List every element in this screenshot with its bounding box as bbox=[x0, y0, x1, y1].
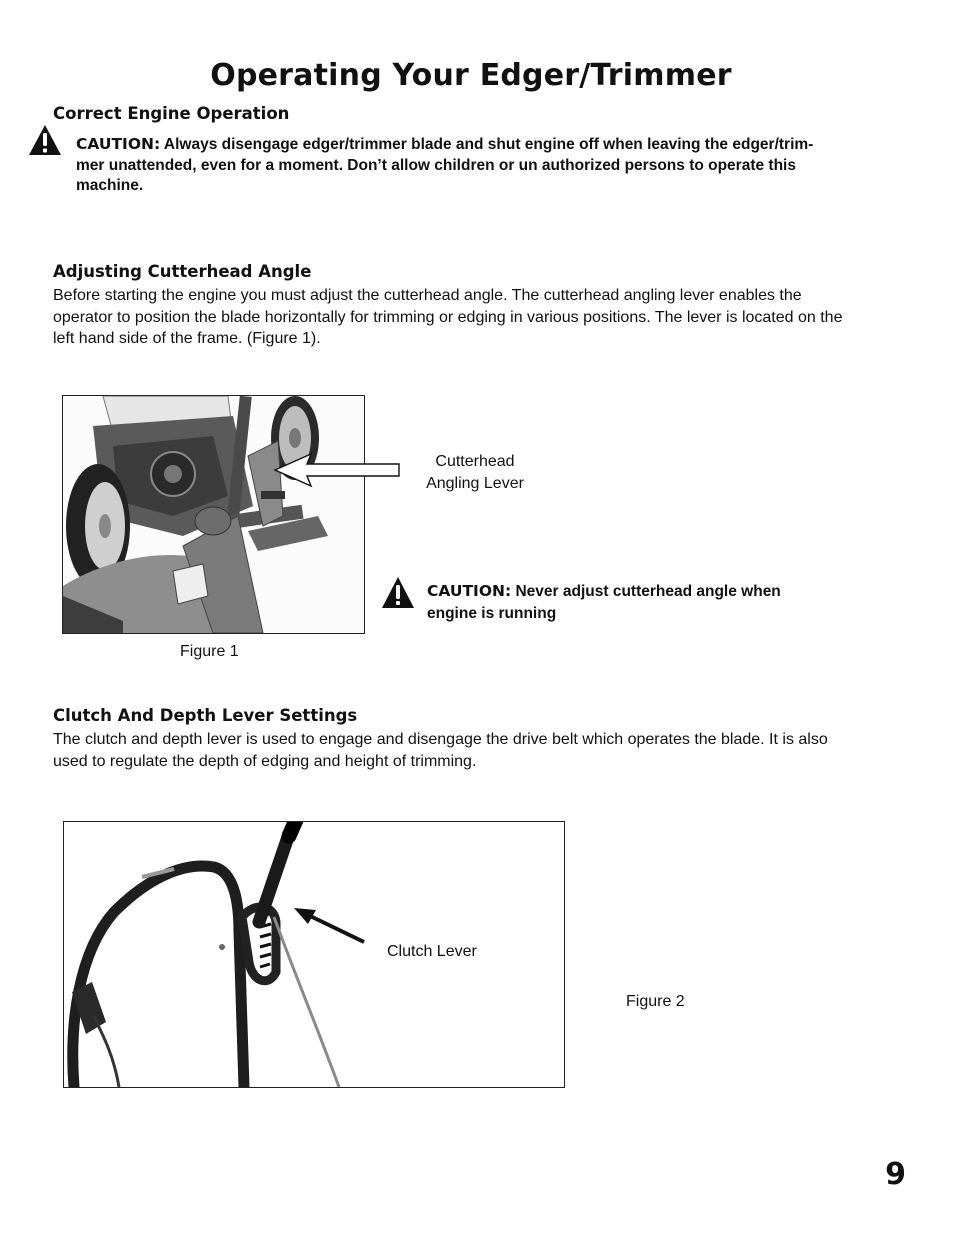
figure-2-photo bbox=[63, 821, 565, 1088]
section-heading-cutterhead-angle: Adjusting Cutterhead Angle bbox=[53, 262, 312, 281]
clutch-paragraph bbox=[53, 729, 933, 772]
figure-2-caption: Figure 2 bbox=[626, 993, 685, 1010]
edger-cutterhead-illustration bbox=[63, 396, 364, 633]
caution-label: CAUTION: bbox=[76, 135, 161, 153]
pointer-arrow-icon bbox=[292, 906, 368, 946]
page-title: Operating Your Edger/Trimmer bbox=[210, 58, 732, 93]
figure-1-photo bbox=[62, 395, 365, 634]
caution-line: machine. bbox=[76, 177, 144, 194]
paragraph-line: Before starting the engine you must adjust the cutterhead angle. The cutterhead angling lever enables the bbox=[53, 287, 802, 304]
cutterhead-paragraph bbox=[53, 285, 933, 350]
paragraph-line: left hand side of the frame. (Figure 1). bbox=[53, 330, 321, 348]
callout-line: Angling Lever bbox=[426, 474, 524, 492]
clutch-lever-callout: Clutch Lever bbox=[387, 943, 477, 960]
warning-triangle-icon bbox=[28, 124, 62, 156]
caution-line bbox=[427, 581, 857, 603]
figure-1-caption: Figure 1 bbox=[180, 643, 239, 660]
caution-cutterhead-angle bbox=[427, 581, 857, 624]
paragraph-line: The clutch and depth lever is used to engage and disengage the drive belt which operates the blade. It is also bbox=[53, 731, 828, 748]
paragraph-line: used to regulate the depth of edging and height of trimming. bbox=[53, 752, 477, 770]
page-number: 9 bbox=[885, 1157, 906, 1192]
warning-triangle-icon bbox=[381, 576, 415, 609]
section-heading-engine-operation: Correct Engine Operation bbox=[53, 104, 290, 123]
section-heading-clutch-depth: Clutch And Depth Lever Settings bbox=[53, 706, 358, 725]
paragraph-line: operator to position the blade horizontally for trimming or edging in various positions. The lever is located on the bbox=[53, 308, 843, 326]
caution-label: CAUTION: bbox=[427, 582, 512, 600]
caution-text: Always disengage edger/trimmer blade and shut engine off when leaving the edger/trim- bbox=[163, 136, 814, 153]
callout-arrow-icon bbox=[273, 452, 403, 488]
caution-text: Never adjust cutterhead angle when bbox=[515, 583, 781, 600]
callout-line: Cutterhead bbox=[435, 453, 515, 470]
caution-line bbox=[76, 134, 936, 156]
caution-line: engine is running bbox=[427, 604, 557, 622]
caution-engine-operation bbox=[76, 134, 936, 197]
edger-handle-illustration bbox=[64, 822, 564, 1087]
caution-line: mer unattended, even for a moment. Don’t allow children or un authorized persons to operate this bbox=[76, 156, 796, 174]
cutterhead-lever-callout bbox=[405, 451, 545, 494]
